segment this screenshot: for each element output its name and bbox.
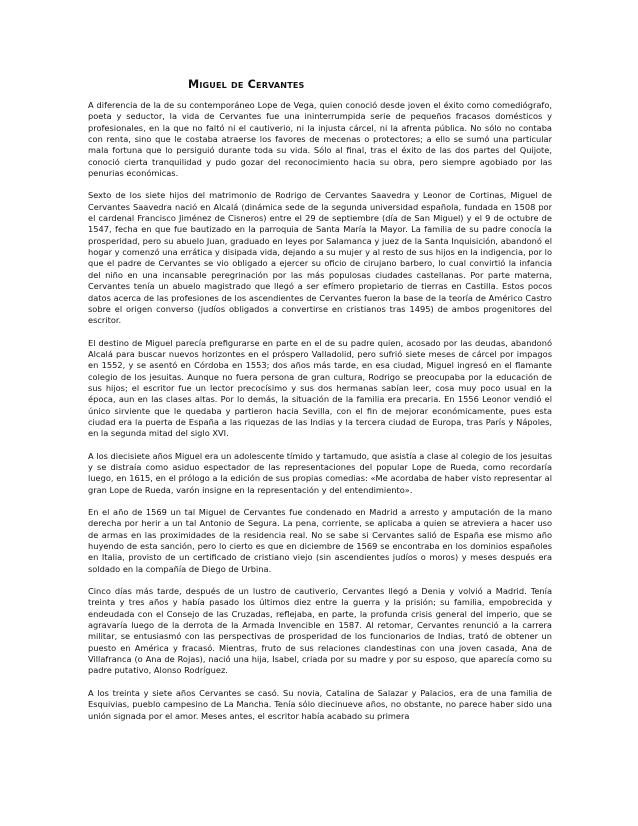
paragraph: Sexto de los siete hijos del matrimonio de Rodrigo de Cervantes Saavedra y Leonor de Cortinas, Miguel de Cervantes Saavedra nació en Alcalá (dinámica sede de la segunda universidad española, fundada en 1508 por el cardenal Francisco Jiménez de Cisneros) entre el 29 de septiembre (día de San Miguel) y el 9 de octubre de 1547, fecha en que fue bautizado en la parroquia de Santa María la Mayor. La familia de su padre conocía la prosperidad, pero su abuelo Juan, graduado en leyes por Salamanca y juez de la Santa Inquisición, abandonó el hogar y comenzó una errática y disipada vida, dejando a su mujer y al resto de sus hijos en la indigencia, por lo que el padre de Cervantes se vio obligado a ejercer su oficio de cirujano barbero, lo cual convirtió la infancia del niño en una incansable peregrinación por las más populosas ciudades castellanas. Por parte materna, Cervantes tenía un abuelo magistrado que llegó a ser efímero propietario de tierras en Castilla. Estos pocos datos acerca de las profesiones de los ascendientes de Cervantes fueron la base de la teoría de Américo Castro sobre el origen converso (judíos obligados a convertirse en cristianos tras 1495) de ambos progenitores del escritor. [88, 190, 552, 326]
paragraph: A los treinta y siete años Cervantes se casó. Su novia, Catalina de Salazar y Palacios, era de una familia de Esquivias, pueblo campesino de La Mancha. Tenía sólo diecinueve años, no obstante, no parece haber sido una unión signada por el amor. Meses antes, el escritor había acabado su primera [88, 687, 552, 721]
paragraph: Cinco días más tarde, después de un lustro de cautiverio, Cervantes llegó a Denia y volvió a Madrid. Tenía treinta y tres años y había pasado los últimos diez entre la guerra y la prisión; su familia, empobrecida y endeudada con el Consejo de las Cruzadas, reflejaba, en parte, la profunda crisis general del imperio, que se agravaría luego de la derrota de la Armada Invencible en 1587. Al retomar, Cervantes renunció a la carrera militar, se entusiasmó con las perspectivas de prosperidad de los funcionarios de Indias, trató de obtener un puesto en América y fracasó. Mientras, fruto de sus relaciones clandestinas con una joven casada, Ana de Villafranca (o Ana de Rojas), nació una hija, Isabel, criada por su madre y por su esposo, que aparecía como su padre putativo, Alonso Rodríguez. [88, 586, 552, 676]
paragraph: El destino de Miguel parecía prefigurarse en parte en el de su padre quien, acosado por las deudas, abandonó Alcalá para buscar nuevos horizontes en el próspero Valladolid, pero sufrió siete meses de cárcel por impagos en 1552, y se asentó en Córdoba en 1553; dos años más tarde, en esa ciudad, Miguel ingresó en el flamante colegio de los jesuitas. Aunque no fuera persona de gran cultura, Rodrigo se preocupaba por la educación de sus hijos; el escritor fue un lector precocísimo y sus dos hermanas sabían leer, cosa muy poco usual en la época, aun en las clases altas. Por lo demás, la situación de la familia era precaria. En 1556 Leonor vendió el único sirviente que le quedaba y partieron hacia Sevilla, con el fin de mejorar económicamente, pues esta ciudad era la puerta de España a las riquezas de las Indias y la tercera ciudad de Europa, tras París y Nápoles, en la segunda mitad del siglo XVI. [88, 337, 552, 439]
document-body [88, 78, 552, 722]
paragraph: A los diecisiete años Miguel era un adolescente tímido y tartamudo, que asistía a clase al colegio de los jesuitas y se distraía como asiduo espectador de las representaciones del popular Lope de Rueda, como recordaría luego, en 1615, en el prólogo a la edición de sus propias comedias: «Me acordaba de haber visto representar al gran Lope de Rueda, varón insigne en la representación y del entendimiento». [88, 450, 552, 495]
document-title: Miguel de Cervantes [188, 78, 305, 91]
paragraph: En el año de 1569 un tal Miguel de Cervantes fue condenado en Madrid a arresto y amputación de la mano derecha por herir a un tal Antonio de Segura. La pena, corriente, se aplicaba a quien se atreviera a hacer uso de armas en las proximidades de la residencia real. No se sabe si Cervantes salió de España ese mismo año huyendo de esta sanción, pero lo cierto es que en diciembre de 1569 se encontraba en los dominios españoles en Italia, provisto de un certificado de cristiano viejo (sin ascendientes judíos o moros) y meses después era soldado en la compañía de Diego de Urbina. [88, 507, 552, 574]
paragraph: A diferencia de la de su contemporáneo Lope de Vega, quien conoció desde joven el éxito como comediógrafo, poeta y seductor, la vida de Cervantes fue una ininterrumpida serie de pequeños fracasos domésticos y profesionales, en la que no faltó ni el cautiverio, ni la injusta cárcel, ni la afrenta pública. No sólo no contaba con renta, sino que le costaba atraerse los favores de mecenas o protectores; a ello se sumó una particular mala fortuna que lo persiguió durante toda su vida. Sólo al final, tras el éxito de las dos partes del Quijote, conoció cierta tranquilidad y pudo gozar del reconocimiento hacia su obra, pero siempre agobiado por las penurias económicas. [88, 100, 552, 179]
